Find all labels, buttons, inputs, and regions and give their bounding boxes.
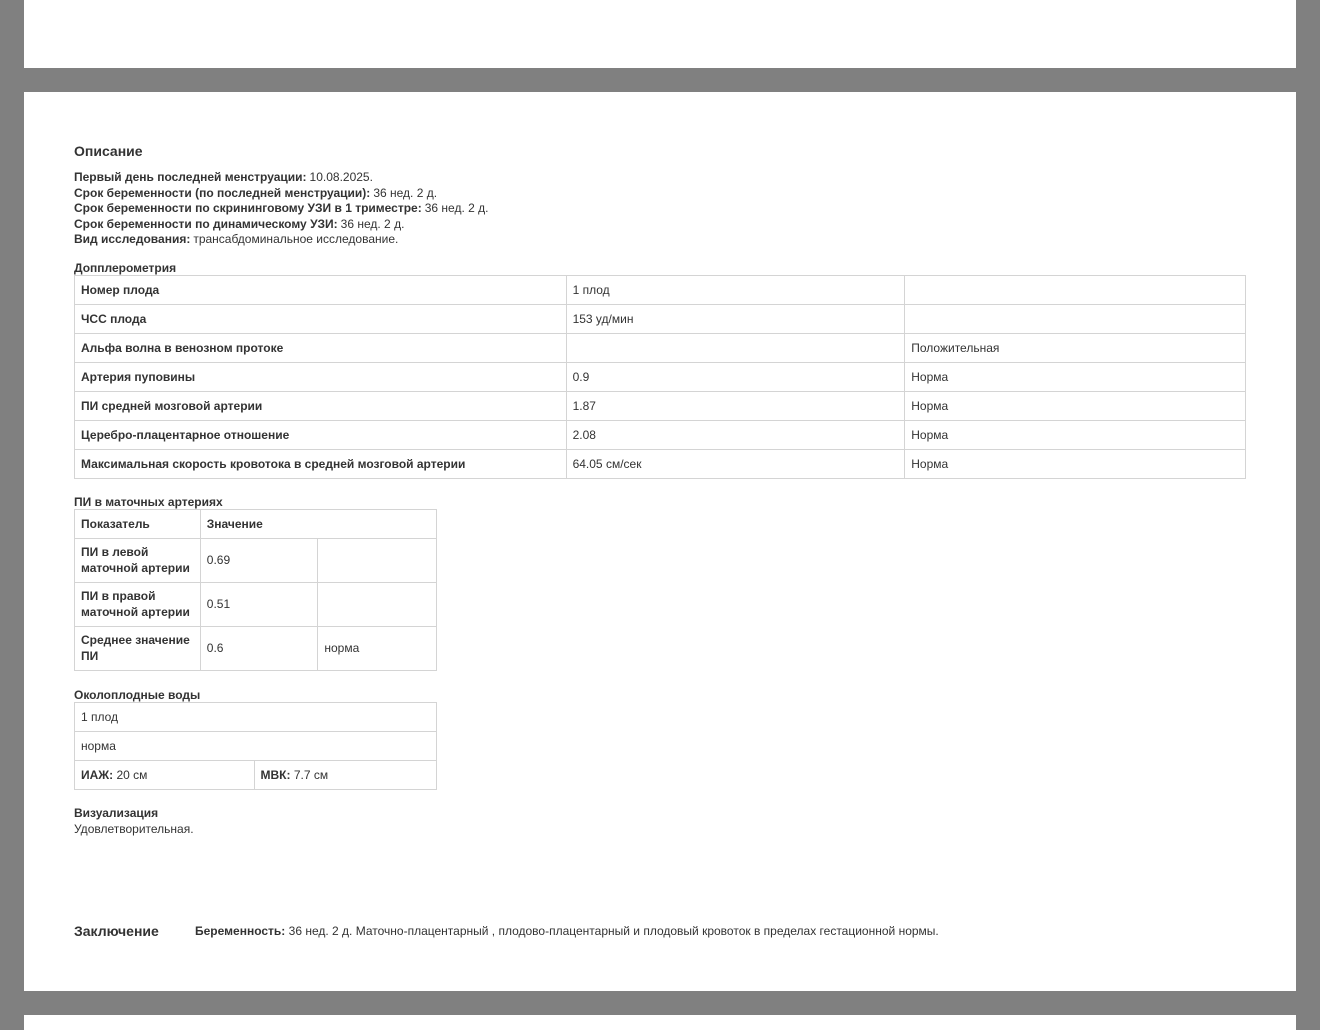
previous-page [24, 0, 1296, 68]
table-row [75, 732, 437, 761]
field-ga-dynamic: Срок беременности по динамическому УЗИ: 36 нед. 2 д. [74, 216, 405, 231]
row-label: ПИ в правой маточной артерии [75, 583, 201, 627]
uterine-table [74, 509, 437, 671]
mvk-label: МВК: [260, 768, 291, 782]
table-row [75, 305, 1246, 334]
mvk-value: 7.7 см [293, 768, 329, 782]
uterine-title: ПИ в маточных артериях [74, 495, 223, 509]
row-status: Положительная [905, 334, 1246, 363]
conclusion-text: 36 нед. 2 д. Маточно-плацентарный , плодово-плацентарный и плодовый кровоток в пределах гестационной нормы. [288, 924, 939, 938]
amniotic-fetus: 1 плод [75, 703, 437, 732]
row-label: ЧСС плода [75, 305, 567, 334]
next-page [24, 1015, 1296, 1030]
row-status [905, 276, 1246, 305]
table-row [75, 334, 1246, 363]
row-value: 1.87 [566, 392, 905, 421]
row-label: Максимальная скорость кровотока в средней мозговой артерии [75, 450, 567, 479]
field-exam-type: Вид исследования: трансабдоминальное исследование. [74, 232, 399, 246]
amniotic-table [74, 702, 437, 790]
description-title: Описание [74, 143, 143, 159]
row-status [318, 583, 437, 627]
row-label: Артерия пуповины [75, 363, 567, 392]
table-row [75, 583, 437, 627]
row-value: 0.9 [566, 363, 905, 392]
row-label: Номер плода [75, 276, 567, 305]
row-label: Среднее значение ПИ [75, 627, 201, 671]
visualization-title: Визуализация [74, 806, 159, 820]
row-value: 0.69 [200, 539, 318, 583]
conclusion-text-block [195, 924, 939, 938]
row-status: Норма [905, 450, 1246, 479]
doppler-table [74, 275, 1246, 479]
table-row [75, 276, 1246, 305]
field-lmp: Первый день последней менструации: 10.08.2025. [74, 170, 373, 184]
iazh-cell [75, 761, 255, 790]
row-status: Норма [905, 363, 1246, 392]
row-status [905, 305, 1246, 334]
table-row [75, 421, 1246, 450]
row-label: ПИ в левой маточной артерии [75, 539, 201, 583]
row-status: норма [318, 627, 437, 671]
row-value: 64.05 см/сек [566, 450, 905, 479]
field-ga-lmp: Срок беременности (по последней менструации): 36 нед. 2 д. [74, 185, 438, 200]
conclusion-label: Беременность: [195, 924, 286, 938]
row-value: 0.51 [200, 583, 318, 627]
mvk-cell [254, 761, 437, 790]
amniotic-status: норма [75, 732, 437, 761]
row-label: ПИ средней мозговой артерии [75, 392, 567, 421]
row-status: Норма [905, 421, 1246, 450]
table-row [75, 539, 437, 583]
row-value: 0.6 [200, 627, 318, 671]
row-value [566, 334, 905, 363]
field-ga-screening: Срок беременности по скрининговому УЗИ в 1 триместре: 36 нед. 2 д. [74, 201, 489, 215]
iazh-label: ИАЖ: [81, 768, 114, 782]
table-row [75, 363, 1246, 392]
table-row [75, 761, 437, 790]
description-fields [74, 170, 488, 248]
row-label: Церебро-плацентарное отношение [75, 421, 567, 450]
header-value: Значение [200, 510, 436, 539]
table-row [75, 703, 437, 732]
row-status: Норма [905, 392, 1246, 421]
row-value: 153 уд/мин [566, 305, 905, 334]
row-value: 2.08 [566, 421, 905, 450]
doppler-title: Допплерометрия [74, 261, 177, 275]
header-indicator: Показатель [75, 510, 201, 539]
conclusion-title: Заключение [74, 923, 159, 939]
amniotic-title: Околоплодные воды [74, 688, 201, 702]
row-label: Альфа волна в венозном протоке [75, 334, 567, 363]
table-row [75, 450, 1246, 479]
row-status [318, 539, 437, 583]
table-header-row [75, 510, 437, 539]
visualization-text: Удовлетворительная. [74, 822, 194, 836]
table-row [75, 627, 437, 671]
row-value: 1 плод [566, 276, 905, 305]
table-row [75, 392, 1246, 421]
iazh-value: 20 см [116, 768, 148, 782]
report-page [24, 92, 1296, 991]
